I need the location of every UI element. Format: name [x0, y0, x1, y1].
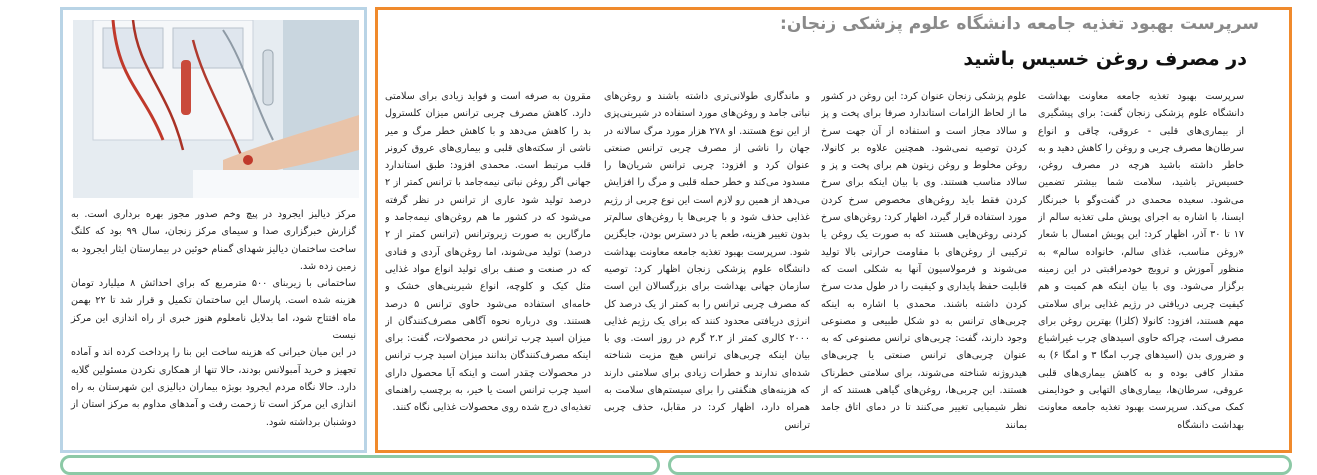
- next-article-frame-right: [668, 455, 1292, 475]
- column-text: و ماندگاری طولانی‌تری داشته باشند و روغن‌های نباتی جامد و روغن‌های مورد استفاده در شیرینی‌پزی از این نوع هستند. او ۲۷۸ هزار مورد مرگ سالانه در جهان را ناشی از مصرف چربی ترانس صنعتی عنوان کرد و افزود: چربی ترانس شریان‌ها را مسدود می‌کند و خطر حمله قلبی و مرگ را افزایش می‌دهد از همین رو لازم است این نوع چربی از رژیم غذایی حذف شود و با چربی‌ها یا روغن‌های سالم‌تر بدون تغییر هزینه، طعم یا در دسترس بودن، جایگزین شود. سرپرست بهبود تغذیه جامعه معاونت بهداشت دانشگاه علوم پزشکی زنجان اظهار کرد: توصیه سازمان جهانی بهداشت برای بزرگسالان این است که مصرف چربی ترانس را به کمتر از یک درصد کل انرژی دریافتی محدود کنند که برای یک رژیم غذایی ۲۰۰۰ کالری کمتر از ۲.۲ گرم در روز است. وی با بیان اینکه چربی‌های ترانس هیچ مزیت شناخته شده‌ای ندارند و خطرات زیادی برای سلامتی دارند که هزینه‌های هنگفتی را برای سیستم‌های سلامت به همراه دارد، اظهار کرد: در مقابل، حذف چربی ترانس: [604, 91, 810, 431]
- column-text: سرپرست بهبود تغذیه جامعه معاونت بهداشت دانشگاه علوم پزشکی زنجان گفت: برای پیشگیری از بیماری‌های قلبی - عروقی، چاقی و انواع سرطان‌ها مصرف چربی و روغن را کاهش دهید و به خاطر داشته باشید هرچه در مصرف روغن، خسیس‌تر باشید، سلامت شما بیشتر تضمین می‌شود. سعیده محمدی در گفت‌وگو با خبرنگار ایسنا، با اشاره به اجرای پویش ملی تغذیه سالم از ۱۷ تا ۳۰ آذر، اظهار کرد: این پویش امسال با شعار «روغن مناسب، غذای سالم، خانواده سالم» به منظور آموزش و ترویج خودمراقبتی در این زمینه برگزار می‌شود. وی با بیان اینکه هم کمیت و هم کیفیت چربی دریافتی در رژیم غذایی برای سلامتی مهم هستند، افزود: کانولا (کلزا) بهترین روغن برای مصرف است، چراکه حاوی اسیدهای چرب غیراشباع و ضروری بدن (اسیدهای چرب امگا ۳ و امگا ۶) به مقدار کافی بوده و به کاهش بیماری‌های قلبی عروقی، سرطان‌ها، بیماری‌های التهابی و خودایمنی کمک می‌کند. سرپرست بهبود تغذیه جامعه معاونت بهداشت دانشگاه: [1038, 91, 1244, 431]
- side-paragraph: در این میان خیرانی که هزینه ساخت این بنا را پرداخت کرده اند و آماده تجهیز و خرید آمبولانس بودند، حالا تنها از همکاری نکردن مسئولین گلایه دارد. حالا نگاه مردم ایجرود بویژه بیماران دیالیزی این شهرستان به راه اندازی این مرکز است تا زحمت رفت و آمدهای مداوم به مرکز استان از دوشنبان برداشته شود.: [71, 347, 356, 428]
- article-column-1: [1038, 88, 1244, 450]
- dialysis-photo: [73, 20, 359, 198]
- column-text: مقرون به صرفه است و فواید زیادی برای سلامتی دارد. کاهش مصرف چربی ترانس میزان کلسترول بد را کاهش می‌دهد و با کاهش خطر مرگ و میر ناشی از سکته‌های قلبی و بیماری‌های عروق کرونر قلب مرتبط است. محمدی افزود: طبق استاندارد جهانی اگر روغن نباتی نیمه‌جامد با ترانس کمتر از ۲ درصد تولید شود عاری از ترانس در نظر گرفته می‌شود که در کشور ما هم روغن‌های نیمه‌جامد و مارگارین به صورت زیروترانس (ترانس کمتر از ۲ درصد) تولید می‌شوند، اما روغن‌های آردی و قنادی که در صنعت و صنف برای تولید انواع مواد غذایی مثل کیک و کلوچه، انواع شیرینی‌های خشک و خامه‌ای استفاده می‌شود حاوی ترانس ۵ درصد هستند. وی درباره نحوه آگاهی مصرف‌کنندگان از میزان اسید چرب ترانس در محصولات، گفت: برای اینکه مصرف‌کنندگان بدانند میزان اسید چرب ترانس در محصولات چقدر است و اینکه آیا محصول دارای اسید چرب ترانس است یا خیر، به برچسب راهنمای تغذیه‌ای درج شده روی محصولات غذایی نگاه کنند.: [385, 91, 591, 414]
- article-title: در مصرف روغن خسیس باشید: [963, 48, 1247, 70]
- side-paragraph: مرکز دیالیز ایجرود در پیچ وخم صدور مجوز بهره برداری است. به گزارش خبرگزاری صدا و سیمای مرکز زنجان، سال ۹۹ بود که کلنگ ساخت ساختمان دیالیز شهدای گمنام خوئین در بیمارستان ایثار ایجرود به زمین زده شد.: [71, 209, 357, 272]
- column-text: علوم پزشکی زنجان عنوان کرد: این روغن در کشور ما از لحاظ الزامات استاندارد صرفا برای پخت و پز و سالاد مجاز است و استفاده از آن جهت سرخ کردن توصیه نمی‌شود. همچنین علاوه بر کانولا، روغن مخلوط و روغن زیتون هم برای پخت و پز و سالاد مناسب هستند. وی با بیان اینکه برای سرخ کردن فقط باید روغن‌های مخصوص سرخ کردن مورد استفاده قرار گیرد، اظهار کرد: روغن‌های سرخ کردنی روغن‌هایی هستند که به صورت یک روغن یا ترکیبی از روغن‌های با مقاومت حرارتی بالا تولید می‌شوند و فرمولاسیون آنها به شکلی است که قابلیت حفظ پایداری و کیفیت را در طول مدت سرخ کردن داشته باشند. محمدی با اشاره به اینکه چربی‌های ترانس به دو شکل طبیعی و مصنوعی وجود دارند، گفت: چربی‌های ترانس مصنوعی که به عنوان چربی‌های ترانس صنعتی یا چربی‌های هیدروژنه شناخته می‌شوند، برای سلامتی خطرناک هستند. این چربی‌ها، روغن‌های گیاهی هستند که از نظر شیمیایی تغییر می‌کنند تا در دمای اتاق جامد بمانند: [821, 91, 1027, 431]
- article-supertitle: سرپرست بهبود تغذیه جامعه دانشگاه علوم پزشکی زنجان:: [780, 14, 1259, 34]
- hemodialysis-machine-photo: [73, 20, 359, 198]
- article-column-4: [385, 88, 591, 450]
- article-column-3: [604, 88, 810, 450]
- main-article-frame: [375, 7, 1292, 453]
- next-article-frame-left: [60, 455, 660, 475]
- article-column-2: [821, 88, 1027, 450]
- side-article-frame: [60, 7, 367, 453]
- side-article-body: [71, 206, 356, 431]
- side-paragraph: ساختمانی با زیربنای ۵۰۰ مترمربع که برای احداثش ۸ میلیارد تومان هزینه شده است. پارسال این ساختمان تکمیل و قرار شد تا ۲۲ بهمن ماه افتتاح شود، اما بدلایل نامعلوم هنوز خبری از راه اندازی این مرکز نیست: [71, 278, 356, 342]
